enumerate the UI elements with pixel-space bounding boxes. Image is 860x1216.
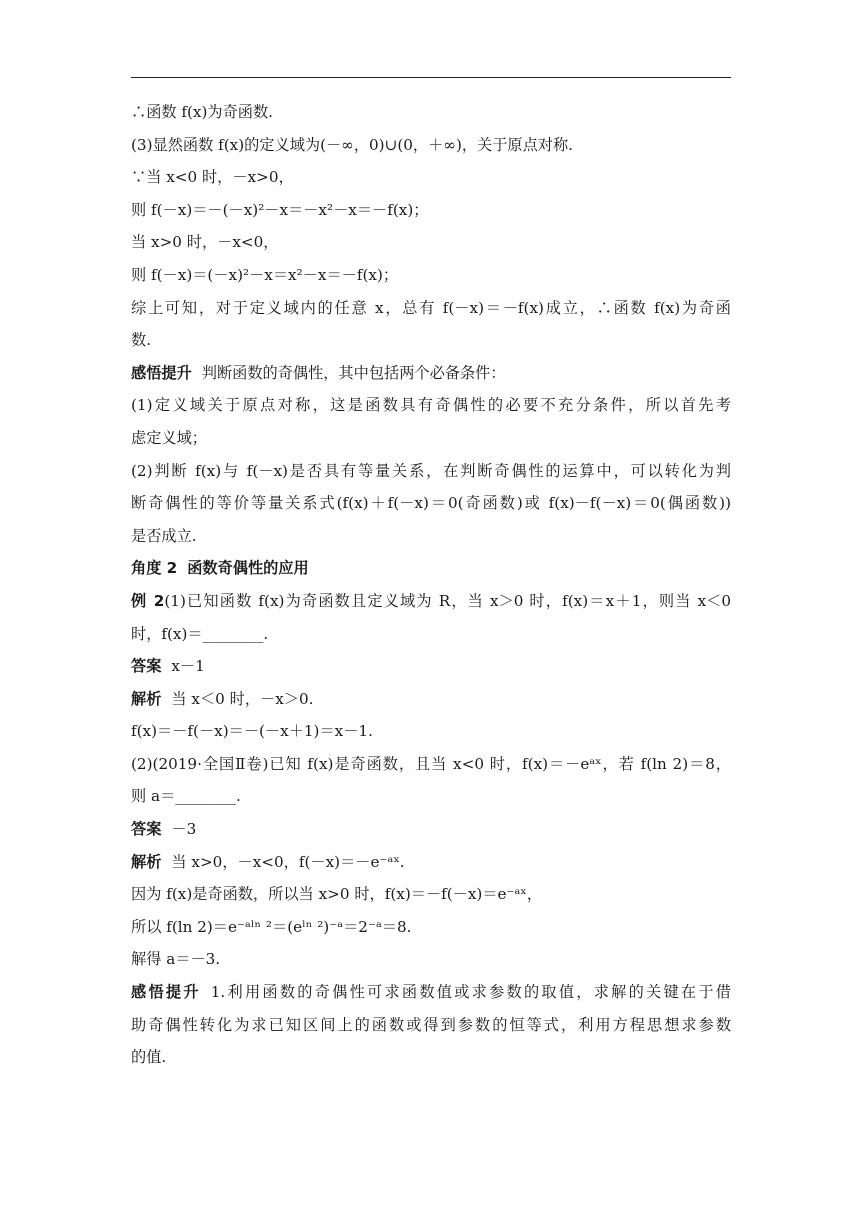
text-line (131, 911, 731, 944)
section-label: 角度 2 (131, 559, 178, 578)
text-line (131, 683, 731, 716)
line-text: (1)定义域关于原点对称，这是函数具有奇偶性的必要不充分条件，所以首先考 (131, 396, 731, 415)
text-line (131, 292, 731, 325)
section-label: 例 2 (131, 591, 165, 610)
text-line (131, 194, 731, 227)
text-line (131, 226, 731, 259)
line-text: (2)判断 f(x)与 f(－x)是否具有等量关系，在判断奇偶性的运算中，可以转化为判 (131, 461, 731, 480)
text-line (131, 878, 731, 911)
text-line (131, 422, 731, 455)
text-line (131, 1041, 731, 1074)
line-text: 判断函数的奇偶性，其中包括两个必备条件： (201, 363, 506, 382)
section-label: 解析 (131, 852, 162, 871)
section-label: 答案 (131, 657, 162, 676)
page-body (131, 96, 731, 1074)
line-text: 则 a＝________. (131, 787, 241, 806)
text-line (131, 389, 731, 422)
line-text: 数. (131, 331, 152, 350)
line-text: 助奇偶性转化为求已知区间上的函数或得到参数的恒等式，利用方程思想求参数 (131, 1015, 731, 1034)
text-line (131, 455, 731, 488)
text-line (131, 618, 731, 651)
text-line (131, 813, 731, 846)
text-line (131, 650, 731, 683)
text-line (131, 259, 731, 292)
line-text: 时，f(x)＝________. (131, 624, 269, 643)
line-text: x－1 (171, 657, 205, 676)
line-text: 则 f(－x)＝－(－x)²－x＝－x²－x＝－f(x)； (131, 200, 429, 219)
section-label: 感悟提升 (131, 983, 201, 1002)
line-text: 当 x＜0 时，－x＞0. (171, 689, 314, 708)
section-label: 感悟提升 (131, 363, 192, 382)
section-label: 答案 (131, 820, 162, 839)
line-text: 当 x>0 时，－x<0， (131, 233, 279, 252)
section-label: 解析 (131, 689, 162, 708)
line-text: 的值. (131, 1048, 167, 1067)
line-text: 断奇偶性的等价等量关系式(f(x)＋f(－x)＝0(奇函数)或 f(x)－f(－x)＝0(偶函数)) (131, 494, 731, 513)
text-line (131, 357, 731, 390)
text-line (131, 96, 731, 129)
text-line (131, 520, 731, 553)
line-text: ∵当 x<0 时，－x>0， (131, 168, 294, 187)
line-text: (3)显然函数 f(x)的定义域为(－∞，0)∪(0，＋∞)，关于原点对称. (131, 135, 574, 154)
line-text: 1.利用函数的奇偶性可求函数值或求参数的取值，求解的关键在于借 (210, 983, 731, 1002)
line-text: 当 x>0，－x<0，f(－x)＝－e⁻ᵃˣ. (171, 852, 405, 871)
text-line (131, 129, 731, 162)
text-line (131, 780, 731, 813)
text-line (131, 715, 731, 748)
line-text: －3 (171, 820, 197, 839)
line-text: 综上可知，对于定义域内的任意 x，总有 f(－x)＝－f(x)成立，∴函数 f(x)为奇函 (131, 298, 731, 317)
text-line (131, 846, 731, 879)
line-text: ∴函数 f(x)为奇函数. (131, 103, 274, 121)
line-text: (2)(2019·全国Ⅱ卷)已知 f(x)是奇函数，且当 x<0 时，f(x)＝－eᵃˣ，若 f(ln 2)＝8， (131, 754, 731, 773)
line-text: 虑定义域； (131, 428, 207, 447)
line-text: 函数奇偶性的应用 (187, 559, 309, 578)
line-text: 是否成立. (131, 526, 197, 545)
line-text: (1)已知函数 f(x)为奇函数且定义域为 R，当 x＞0 时，f(x)＝x＋1，则当 x＜0 (164, 591, 731, 610)
line-text: 解得 a＝－3. (131, 950, 221, 969)
text-line (131, 161, 731, 194)
text-line (131, 976, 731, 1009)
header-rule (131, 77, 731, 78)
line-text: 因为 f(x)是奇函数，所以当 x>0 时，f(x)＝－f(－x)＝e⁻ᵃˣ， (131, 885, 543, 904)
text-line (131, 487, 731, 520)
text-line (131, 585, 731, 618)
text-line (131, 943, 731, 976)
text-line (131, 324, 731, 357)
text-line (131, 552, 731, 585)
line-text: 所以 f(ln 2)＝e⁻ᵃˡⁿ ²＝(eˡⁿ ²)⁻ᵃ＝2⁻ᵃ＝8. (131, 917, 412, 936)
line-text: 则 f(－x)＝(－x)²－x＝x²－x＝－f(x)； (131, 265, 399, 284)
line-text: f(x)＝－f(－x)＝－(－x＋1)＝x－1. (131, 722, 373, 741)
text-line (131, 1009, 731, 1042)
text-line (131, 748, 731, 781)
